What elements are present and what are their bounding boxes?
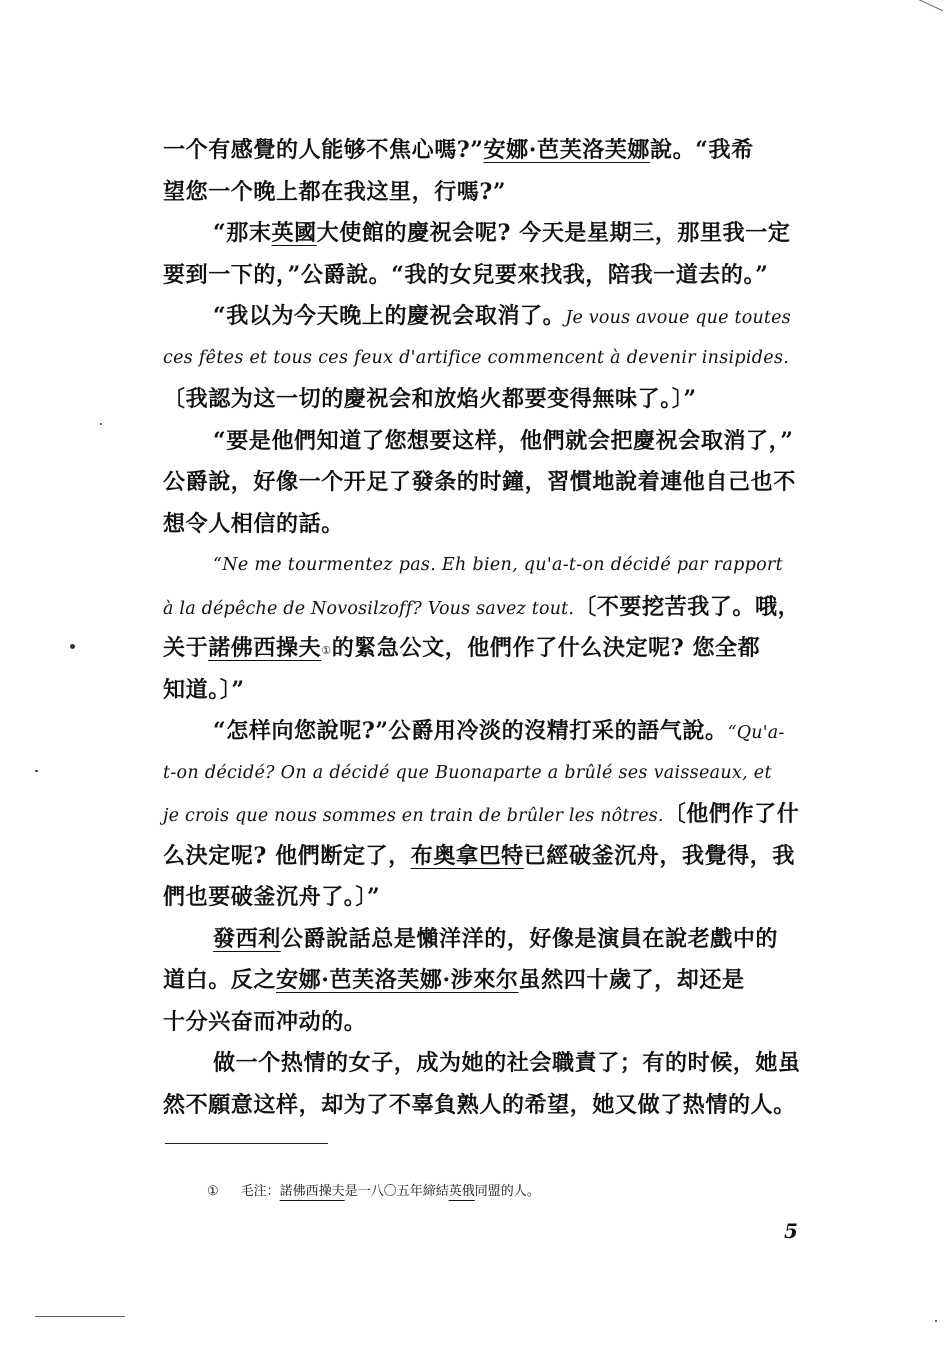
french-text: t-on décidé? On a décidé que Buonaparte a brûlé ses vaisseaux, et [163, 762, 772, 783]
text-line [163, 213, 839, 255]
text-run: 关于 [163, 635, 209, 661]
text-run: 的緊急公文，他們作了什么決定呢? 您全都 [331, 635, 761, 661]
text-run: 想令人相信的話。 [163, 510, 344, 537]
text-line [163, 1043, 839, 1085]
text-run: 道白。反之 [163, 967, 277, 993]
text-run: 公爵說話总是懶洋洋的，好像是演員在說老戲中的 [280, 925, 779, 952]
text-line [163, 628, 839, 670]
text-run: 一个有感覺的人能够不焦心嗎?” [163, 137, 484, 163]
text-run: 十分兴奋而冲动的。 [163, 1008, 367, 1035]
footnote-proper-name: 英俄 [448, 1184, 475, 1199]
text-run: 要到一下的，”公爵說。“我的女兒要來找我，陪我一道去的。” [163, 261, 769, 288]
french-text: je crois que nous sommes en train de brûler les nôtres. [163, 806, 664, 826]
text-line [163, 836, 839, 878]
text-line [163, 545, 839, 587]
text-run: “怎样向您說呢?”公爵用冷淡的沒精打采的語气說。 [213, 718, 728, 744]
text-line [163, 711, 839, 753]
scan-speck [70, 644, 75, 649]
text-run: 然不願意这样，却为了不辜負熟人的希望，她又做了热情的人。 [163, 1091, 796, 1118]
text-run: 們也要破釜沉舟了。〕” [163, 884, 381, 910]
text-line [163, 919, 839, 961]
proper-name: 英國 [271, 220, 317, 246]
text-run: 說。“我希 [650, 137, 754, 163]
footnote [207, 1180, 540, 1199]
scan-line [35, 1316, 125, 1317]
text-run: 做一个热情的女子，成为她的社会職責了；有的时候，她虽 [213, 1050, 801, 1076]
french-text: Je vous avoue que toutes [565, 308, 791, 328]
text-line [163, 877, 839, 919]
scan-line [907, 0, 944, 11]
text-line [163, 1002, 839, 1044]
text-line [163, 794, 839, 836]
text-line [163, 1085, 839, 1127]
text-run: 么決定呢? 他們断定了， [163, 842, 411, 869]
proper-name: 布奥拿巴特 [410, 842, 524, 869]
footnote-text: 是一八〇五年締結 [344, 1184, 449, 1199]
text-run: 大使館的慶祝会呢? 今天是星期三，那里我一定 [316, 220, 791, 246]
footnote-proper-name: 諾佛西操夫 [279, 1184, 345, 1199]
proper-name: 諾佛西操夫 [208, 635, 322, 661]
text-run: “要是他們知道了您想要这样，他們就会把慶祝会取消了，” [213, 427, 794, 454]
text-line [163, 172, 839, 214]
text-line [163, 421, 839, 463]
footnote-prefix: 毛注： [240, 1184, 280, 1199]
footnote-divider [165, 1143, 328, 1144]
page-number: 5 [784, 1219, 798, 1243]
text-run: 已經破釜沉舟，我覺得，我 [523, 842, 795, 869]
text-line [163, 379, 839, 421]
translation-text: 〔他們作了什 [663, 801, 800, 827]
proper-name: 安娜·芭芙洛芙娜·涉來尔 [276, 967, 519, 993]
text-line [163, 338, 839, 380]
text-run: “那末 [213, 220, 272, 246]
translation-text: 〔不要挖苦我了。哦， [574, 593, 801, 620]
french-text: à la dépêche de Novosilzoff? Vous savez tout. [163, 598, 575, 619]
text-line [163, 255, 839, 297]
text-line [163, 670, 839, 712]
text-line [163, 462, 839, 504]
footnote-mark: ① [207, 1184, 219, 1199]
text-run: 望您一个晚上都在我这里，行嗎?” [163, 178, 507, 205]
text-line [163, 753, 839, 795]
text-line [163, 960, 839, 1002]
text-run: 虽然四十歲了，却还是 [518, 967, 745, 993]
text-run: “我以为今天晚上的慶祝会取消了。 [213, 303, 566, 329]
scan-speck [100, 423, 102, 425]
text-line [163, 504, 839, 546]
french-text: ces fêtes et tous ces feux d'artifice commencent à devenir insipides. [163, 347, 790, 368]
text-run: 知道。〕” [163, 676, 245, 703]
scan-speck [35, 770, 38, 772]
footnote-ref: ① [321, 644, 332, 657]
proper-name: 安娜·芭芙洛芙娜 [483, 137, 651, 163]
footnote-text: 同盟的人。 [474, 1184, 540, 1199]
text-line [163, 296, 839, 338]
french-text: “Qu'a- [727, 723, 785, 743]
proper-name: 發西利 [213, 925, 281, 952]
text-line [163, 130, 839, 172]
text-run: 公爵說，好像一个开足了發条的时鐘，習慣地說着連他自己也不 [163, 469, 796, 495]
french-text: “Ne me tourmentez pas. Eh bien, qu'a-t-on décidé par rapport [213, 555, 783, 575]
body-text [163, 130, 839, 1126]
scan-speck [935, 1320, 937, 1322]
translation-text: 〔我認为这一切的慶祝会和放焰火都要变得無味了。〕” [163, 386, 697, 412]
text-line [163, 587, 839, 629]
